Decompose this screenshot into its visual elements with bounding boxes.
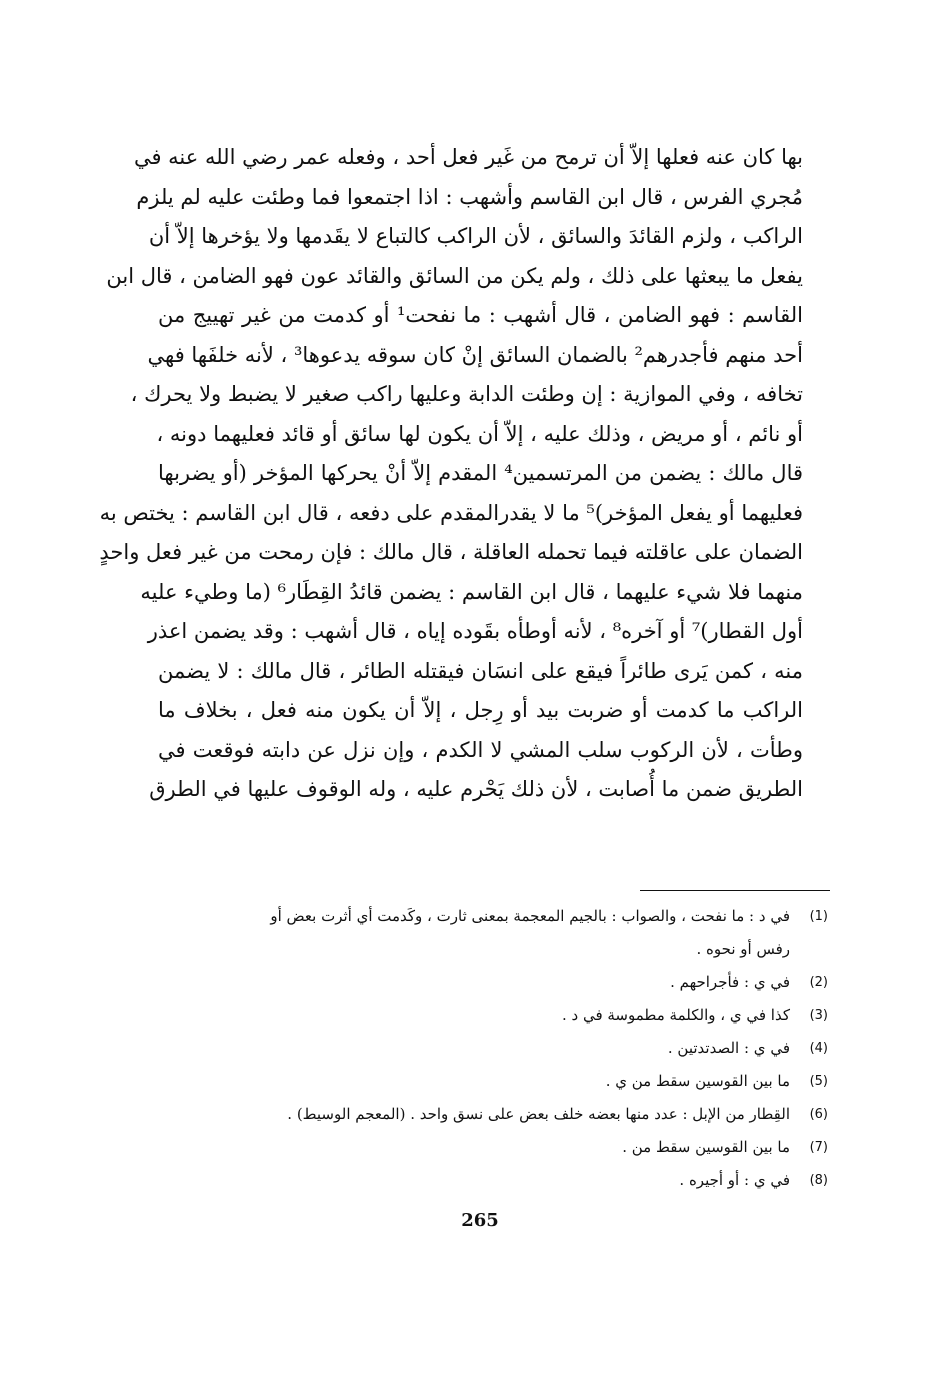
- footnote-number: (2): [809, 975, 828, 990]
- footnote-line: في ي : فأجراحهم .: [670, 973, 790, 991]
- text-line: القاسم : فهو الضامن ، قال أشهب : ما نفحت¹ أو كدمت من غير تهييج من: [158, 303, 803, 327]
- text-line: فعليهما أو يفعل المؤخر)⁵ ما لا يقدرالمقدم على دفعه ، قال ابن القاسم : يختص به: [99, 500, 803, 525]
- text-line: الطريق ضمن ما أُصابت ، لأن ذلك يَحْرم عليه ، وله الوقوف عليها في الطرق: [149, 777, 803, 801]
- footnote-text: [158, 1032, 790, 1065]
- footnote-line: ما بين القوسين سقط من .: [622, 1138, 790, 1156]
- footnote-text: [158, 1164, 790, 1197]
- text-line: تخافه ، وفي الموازية : إن وطئت الدابة وعليها راكب صغير لا يضبط ولا يحرك ،: [130, 382, 803, 406]
- text-line: منه ، كمن يَرى طائراً فيقع على انسَان فيقتله الطائر ، قال مالك : لا يضمن: [158, 658, 803, 683]
- footnote-number: (3): [809, 1008, 828, 1023]
- footnote-number: (7): [809, 1140, 828, 1155]
- text-line: الراكب ما كدمت أو ضربت بيد أو رِجل ، إلاّ أن يكون منه فعل ، بخلاف ما: [158, 698, 803, 722]
- footnote-line: في د : ما نفحت ، والصواب : بالجيم المعجمة بمعنى ثارت ، وكَدمت أي أثرت بعض أو: [270, 907, 790, 925]
- footnote-item: [158, 1098, 828, 1131]
- footnote-item: [158, 1032, 828, 1065]
- footnote-item: [158, 1131, 828, 1164]
- footnote-number: (6): [809, 1107, 828, 1122]
- main-text-block: [99, 138, 804, 810]
- footnote-text: [158, 1098, 790, 1131]
- footnote-text: [158, 999, 790, 1032]
- page-number: 265: [461, 1210, 499, 1231]
- text-line: أول القطار)⁷ أو آخره⁸ ، لأنه أوطأه بقَوده إياه ، قال أشهب : وقد يضمن اعذر: [147, 619, 803, 643]
- text-line: يفعل ما يبعثها على ذلك ، ولم يكن من السائق والقائد عون فهو الضامن ، قال ابن: [106, 263, 803, 288]
- footnote-item: [158, 1065, 828, 1098]
- footnote-number: (8): [809, 1173, 828, 1188]
- text-line: بها كان عنه فعلها إلاّ أن ترمح من غَير فعل أحد ، وفعله عمر رضي الله عنه في: [133, 145, 803, 169]
- footnote-line: في ي : أو أجيره .: [679, 1171, 790, 1189]
- footnote-divider: [640, 890, 830, 891]
- text-line: أحد منهم فأجدرهم² بالضمان السائق إنْ كان سوقه يدعوها³ ، لأنه خلفَها فهي: [147, 342, 803, 367]
- footnote-text: [158, 1131, 790, 1164]
- footnote-item: [158, 999, 828, 1032]
- footnote-text: [158, 966, 790, 999]
- footnote-item: [158, 900, 828, 966]
- footnote-line: القِطار من الإبل : عدد منها بعضه خلف بعض على نسق واحد . (المعجم الوسيط) .: [287, 1105, 790, 1123]
- footnotes-block: [158, 900, 828, 1197]
- footnote-line: ما بين القوسين سقط من ي .: [605, 1072, 790, 1090]
- footnote-item: [158, 1164, 828, 1197]
- footnote-line: رفس أو نحوه .: [696, 940, 790, 958]
- footnote-number: (5): [809, 1074, 828, 1089]
- footnote-item: [158, 966, 828, 999]
- text-line: مُجري الفرس ، قال ابن القاسم وأشهب : اذا اجتمعوا فما وطئت عليه لم يلزم: [136, 184, 803, 209]
- text-line: الضمان على عاقلته فيما تحمله العاقلة ، قال مالك : فإن رمحت من غير فعل واحدٍ: [99, 540, 803, 564]
- text-line: أو نائم ، أو مريض ، وذلك عليه ، إلاّ أن يكون لها سائق أو قائد فعليهما دونه ،: [156, 421, 803, 446]
- text-line: وطأت ، لأن الركوب سلب المشي لا الكدم ، وإن نزل عن دابته فوقعت في: [158, 737, 803, 762]
- footnote-number: (4): [809, 1041, 828, 1056]
- text-line: الراكب ، ولزم القائدَ والسائق ، لأن الراكب كالتباع لا يقَدمها ولا يؤخرها إلاّ أن: [148, 224, 803, 248]
- footnote-text: [158, 900, 790, 966]
- text-line: قال مالك : يضمن من المرتسمين⁴ المقدم إلاّ أنْ يحركها المؤخر (أو يضربها: [158, 461, 804, 485]
- footnote-line: في ي : الصدتدتين .: [667, 1039, 790, 1057]
- text-line: منهما فلا شيء عليهما ، قال ابن القاسم : يضمن قائدُ القِطَار⁶ (ما وطيء عليه: [140, 579, 803, 604]
- footnote-text: [158, 1065, 790, 1098]
- footnote-number: (1): [809, 909, 828, 924]
- footnote-line: كذا في ي ، والكلمة مطموسة في د .: [561, 1006, 790, 1024]
